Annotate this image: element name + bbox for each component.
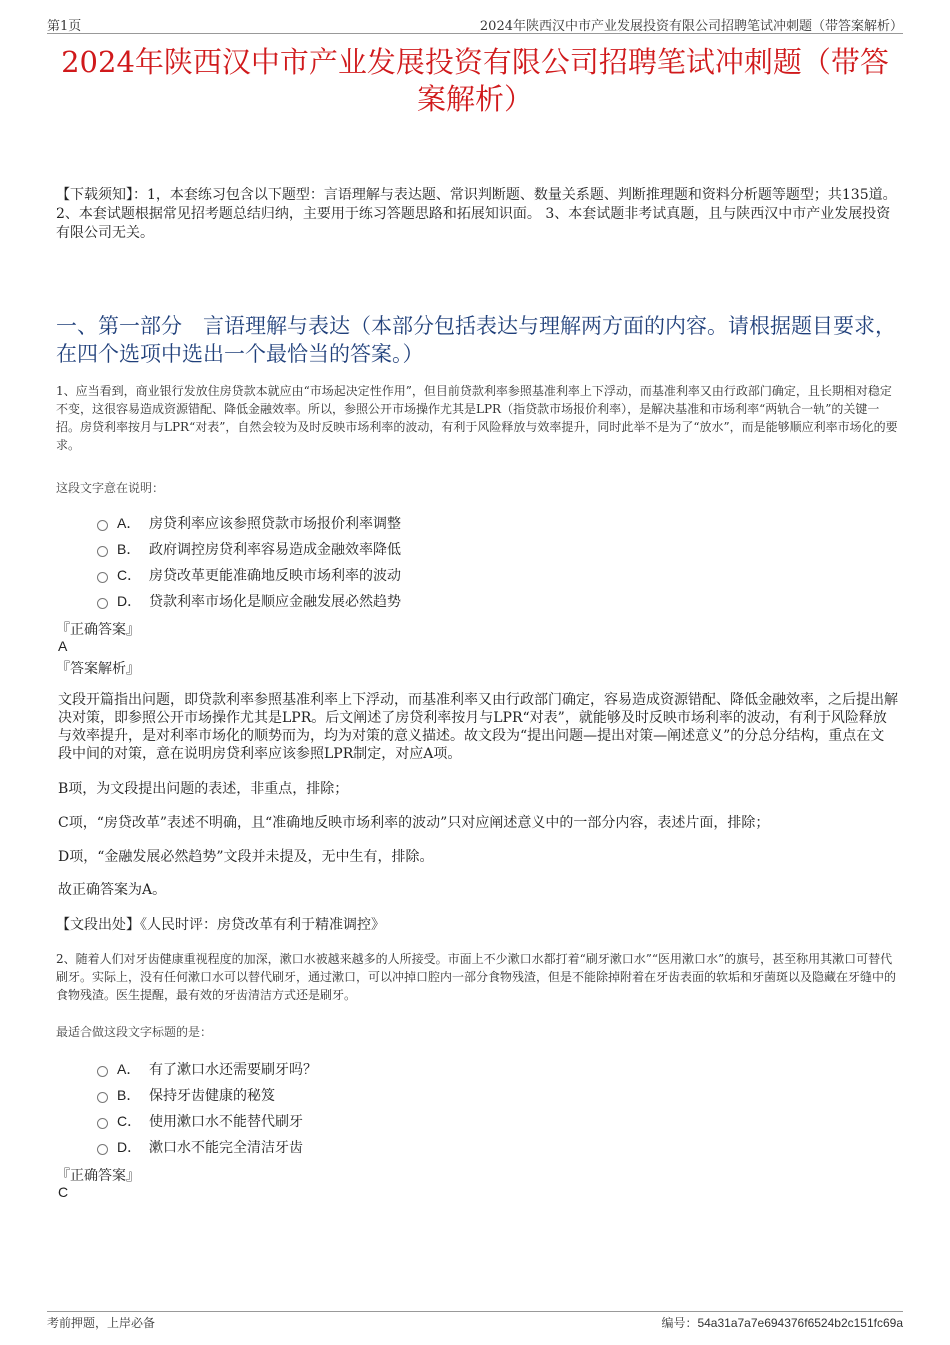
- option-letter: A．: [117, 515, 141, 531]
- footer-divider: [47, 1311, 903, 1312]
- radio-icon[interactable]: [97, 598, 108, 609]
- question-2-answer: C: [58, 1184, 69, 1200]
- question-2-option-a[interactable]: [97, 1059, 317, 1079]
- radio-icon[interactable]: [97, 546, 108, 557]
- question-1-analysis-paragraph: 文段开篇指出问题，即贷款利率参照基准利率上下浮动，而基准利率又由行政部门确定，容易造成资源错配、降低金融效率，之后提出解决对策，即参照公开市场操作尤其是LPR。后文阐述了房贷利率按月与LPR“对表”，就能够及时反映市场利率的波动，有利于风险释放与效率提升，是对利率市场化的顺势而为，均为对策的意义描述。故文段为“提出问题—提出对策—阐述意义”的分总分结构，重点在文段中间的对策，意在说明房贷利率应该参照LPR制定，对应A项。: [58, 692, 898, 762]
- footer-code: [661, 1314, 903, 1331]
- question-2-prompt: 最适合做这段文字标题的是：: [56, 1025, 213, 1039]
- option-letter: C．: [117, 1113, 142, 1129]
- header-doc-title: 2024年陕西汉中市产业发展投资有限公司招聘笔试冲刺题（带答案解析）: [479, 19, 903, 34]
- header-divider: [47, 33, 903, 34]
- radio-icon[interactable]: [97, 1118, 108, 1129]
- question-1-option-b[interactable]: [97, 539, 401, 559]
- option-text: 保持牙齿健康的秘笈: [149, 1088, 275, 1104]
- footer-code-value: 54a31a7a7e694376f6524b2c151fc69a: [697, 1316, 903, 1330]
- question-2-option-b[interactable]: [97, 1085, 275, 1105]
- question-1-analysis-b: B项，为文段提出问题的表述，非重点，排除；: [58, 781, 349, 797]
- question-1-analysis-c: C项，“房贷改革”表述不明确，且“准确地反映市场利率的波动”只对应阐述意义中的一部分内容，表述片面，排除；: [58, 815, 770, 831]
- question-2-option-d[interactable]: [97, 1137, 303, 1157]
- document-title: 2024年陕西汉中市产业发展投资有限公司招聘笔试冲刺题（带答案解析）: [61, 45, 889, 116]
- radio-icon[interactable]: [97, 1092, 108, 1103]
- page-number: 第1页: [47, 19, 82, 34]
- option-letter: B．: [117, 541, 141, 557]
- radio-icon[interactable]: [97, 1144, 108, 1155]
- question-1-analysis-label: 『答案解析』: [56, 661, 140, 677]
- question-1-source: 【文段出处】《人民时评：房贷改革有利于精准调控》: [56, 917, 385, 933]
- option-letter: A．: [117, 1061, 141, 1077]
- option-text: 政府调控房贷利率容易造成金融效率降低: [149, 542, 401, 558]
- question-1-option-c[interactable]: [97, 565, 401, 585]
- download-notice: 【下载须知】：1，本套练习包含以下题型：言语理解与表达题、常识判断题、数量关系题、判断推理题和资料分析题等题型；共135道。 2、本套试题根据常见招考题总结归纳，主要用于练习答题思路和拓展知识面。 3、本套试题非考试真题，且与陕西汉中市产业发展投资有限公司无关。: [56, 187, 897, 241]
- question-1-answer: A: [58, 638, 68, 654]
- question-2-option-c[interactable]: [97, 1111, 303, 1131]
- footer-code-label: 编号：: [661, 1316, 698, 1330]
- footer-slogan: 考前押题，上岸必备: [47, 1316, 156, 1330]
- radio-icon[interactable]: [97, 1066, 108, 1077]
- question-1-prompt: 这段文字意在说明：: [56, 481, 165, 495]
- question-1-option-d[interactable]: [97, 591, 401, 611]
- option-text: 漱口水不能完全清洁牙齿: [149, 1140, 303, 1156]
- question-1-stem: 1、应当看到，商业银行发放住房贷款本就应由“市场起决定性作用”，但目前贷款利率参照基准利率上下浮动，而基准利率又由行政部门确定，且长期相对稳定不变，这很容易造成资源错配、降低金融效率。所以，参照公开市场操作尤其是LPR（指贷款市场报价利率），是解决基准和市场利率“两轨合一轨”的关键一招。房贷利率按月与LPR“对表”，自然会较为及时反映市场利率的波动，有利于风险释放与效率提升，同时此举不是为了“放水”，而是能够顺应利率市场化的要求。: [56, 384, 898, 452]
- option-text: 房贷利率应该参照贷款市场报价利率调整: [149, 516, 401, 532]
- question-1-analysis-d: D项，“金融发展必然趋势”文段并未提及，无中生有，排除。: [58, 849, 434, 865]
- radio-icon[interactable]: [97, 520, 108, 531]
- radio-icon[interactable]: [97, 572, 108, 583]
- question-1-conclusion: 故正确答案为A。: [58, 882, 167, 898]
- question-1-answer-label: 『正确答案』: [56, 622, 140, 638]
- option-text: 有了漱口水还需要刷牙吗？: [149, 1062, 317, 1078]
- option-text: 贷款利率市场化是顺应金融发展必然趋势: [149, 594, 401, 610]
- section-heading: 一、第一部分 言语理解与表达（本部分包括表达与理解两方面的内容。请根据题目要求，在四个选项中选出一个最恰当的答案。）: [56, 314, 896, 366]
- option-text: 房贷改革更能准确地反映市场利率的波动: [149, 568, 401, 584]
- option-letter: B．: [117, 1087, 141, 1103]
- option-text: 使用漱口水不能替代刷牙: [149, 1114, 303, 1130]
- question-2-stem: 2、随着人们对牙齿健康重视程度的加深，漱口水被越来越多的人所接受。市面上不少漱口水都打着“刷牙漱口水”“医用漱口水”的旗号，甚至称用其漱口可替代刷牙。实际上，没有任何漱口水可以替代刷牙，通过漱口，可以冲掉口腔内一部分食物残渣，但是不能除掉附着在牙齿表面的软垢和牙菌斑以及隐藏在牙缝中的食物残渣。医生提醒，最有效的牙齿清洁方式还是刷牙。: [56, 952, 897, 1002]
- question-1-option-a[interactable]: [97, 513, 401, 533]
- option-letter: D．: [117, 1139, 142, 1155]
- question-2-answer-label: 『正确答案』: [56, 1168, 140, 1184]
- option-letter: C．: [117, 567, 142, 583]
- option-letter: D．: [117, 593, 142, 609]
